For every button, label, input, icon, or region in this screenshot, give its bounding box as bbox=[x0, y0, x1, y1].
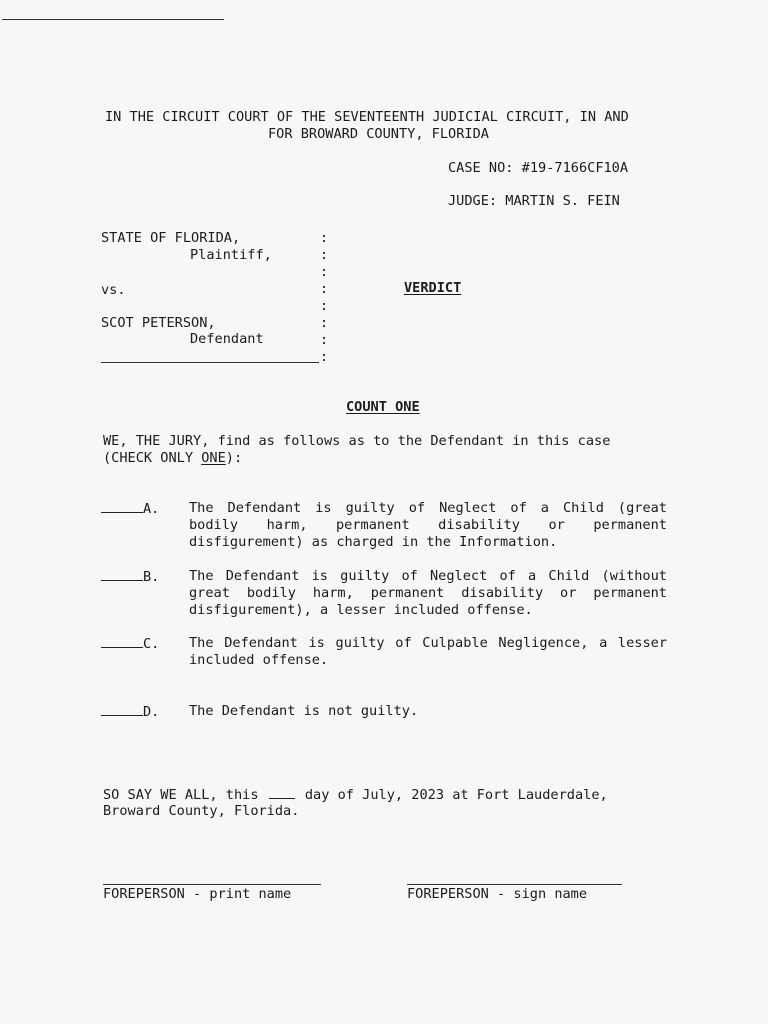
option-b-letter: B. bbox=[143, 569, 160, 585]
closing-line2: Broward County, Florida. bbox=[103, 803, 300, 819]
option-b-text: The Defendant is guilty of Neglect of a Child (without great bodily harm, permanent disability or permanent disfigurement), a lesser included offense. bbox=[189, 568, 667, 618]
intro-suffix: ): bbox=[225, 450, 243, 466]
plaintiff-name: STATE OF FLORIDA, bbox=[101, 230, 241, 246]
intro-line2 bbox=[103, 450, 242, 466]
caption-colon: : bbox=[320, 281, 329, 297]
option-d-checkbox-line[interactable] bbox=[101, 703, 159, 720]
case-number: CASE NO: #19-7166CF10A bbox=[448, 160, 629, 176]
defendant-name: SCOT PETERSON, bbox=[101, 315, 216, 331]
option-b-checkbox-line[interactable] bbox=[101, 568, 159, 585]
caption-colon: : bbox=[320, 230, 329, 246]
option-c-text: The Defendant is guilty of Culpable Negligence, a lesser included offense. bbox=[189, 635, 667, 668]
option-c-letter: C. bbox=[143, 636, 160, 652]
option-a-checkbox-line[interactable] bbox=[101, 500, 159, 517]
sign-name-line[interactable] bbox=[407, 884, 622, 885]
count-title: COUNT ONE bbox=[346, 399, 420, 415]
closing-prefix: SO SAY WE ALL, this bbox=[103, 787, 259, 803]
caption-colon: : bbox=[320, 298, 329, 314]
vs-label: vs. bbox=[101, 282, 126, 298]
verdict-title: VERDICT bbox=[404, 280, 462, 296]
top-rule bbox=[2, 19, 224, 20]
option-d-text: The Defendant is not guilty. bbox=[189, 703, 419, 719]
option-a-letter: A. bbox=[143, 501, 160, 517]
caption-colon: : bbox=[320, 264, 329, 280]
intro-line1: WE, THE JURY, find as follows as to the Defendant in this case bbox=[103, 433, 611, 449]
court-title-line1: IN THE CIRCUIT COURT OF THE SEVENTEENTH JUDICIAL CIRCUIT, IN AND bbox=[105, 109, 629, 125]
intro-emphasis: ONE bbox=[201, 450, 226, 466]
sign-name-label: FOREPERSON - sign name bbox=[407, 886, 588, 902]
print-name-line[interactable] bbox=[103, 884, 321, 885]
judge-name: JUDGE: MARTIN S. FEIN bbox=[448, 193, 620, 209]
caption-colon: : bbox=[320, 349, 329, 365]
option-d-letter: D. bbox=[143, 704, 160, 720]
defendant-role: Defendant bbox=[190, 331, 264, 347]
print-name-label: FOREPERSON - print name bbox=[103, 886, 292, 902]
caption-colon: : bbox=[320, 315, 329, 331]
caption-underline bbox=[101, 362, 319, 363]
caption-colon: : bbox=[320, 332, 329, 348]
caption-colon: : bbox=[320, 247, 329, 263]
closing-suffix: day of July, 2023 at Fort Lauderdale, bbox=[304, 787, 608, 803]
day-blank[interactable] bbox=[269, 786, 295, 799]
plaintiff-role: Plaintiff, bbox=[190, 247, 272, 263]
option-a-text: The Defendant is guilty of Neglect of a Child (great bodily harm, permanent disability or permanent disfigurement) as charged in the Information. bbox=[189, 500, 667, 550]
option-c-checkbox-line[interactable] bbox=[101, 635, 159, 652]
intro-prefix: (CHECK ONLY bbox=[103, 450, 202, 466]
closing-line1 bbox=[103, 786, 608, 803]
court-title-line2: FOR BROWARD COUNTY, FLORIDA bbox=[268, 126, 489, 142]
